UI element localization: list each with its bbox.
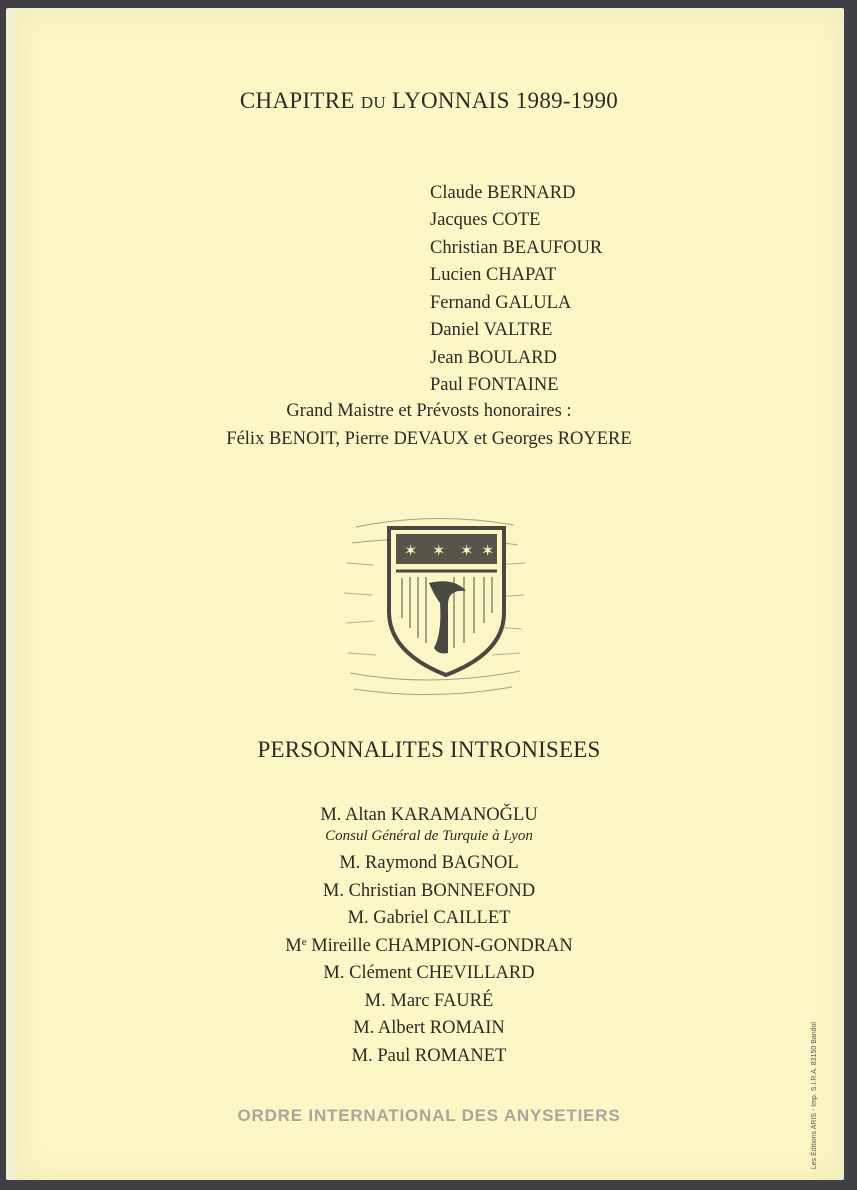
officer-name: Paul FONTAINE bbox=[430, 375, 559, 395]
person-item: M. Gabriel CAILLET bbox=[347, 908, 511, 928]
person-item: Me Mireille CHAMPION-GONDRAN bbox=[285, 936, 573, 956]
officer-name: Christian BEAUFOUR bbox=[430, 238, 603, 258]
person-item: M. Marc FAURÉ bbox=[364, 991, 494, 1011]
person-item: M. Albert ROMAIN bbox=[353, 1018, 505, 1038]
coat-of-arms-emblem bbox=[334, 503, 534, 703]
honorary-heading: Grand Maistre et Prévosts honoraires : bbox=[286, 401, 572, 421]
officer-name: Fernand GALULA bbox=[430, 293, 572, 313]
officer-name: Jacques COTE bbox=[430, 210, 541, 230]
person-item: M. Christian BONNEFOND bbox=[322, 881, 536, 901]
svg-text:✶: ✶ bbox=[460, 541, 474, 560]
document-page bbox=[16, 10, 842, 1180]
chapter-title: CHAPITRE DU LYONNAIS 1989-1990 bbox=[239, 88, 619, 113]
person-item: M. Raymond BAGNOL bbox=[339, 853, 519, 873]
officer-name: Jean BOULARD bbox=[430, 348, 557, 368]
person-item: M. Clément CHEVILLARD bbox=[323, 963, 535, 983]
section-title: PERSONNALITES INTRONISEES bbox=[257, 737, 601, 762]
person-subtitle: Consul Général de Turquie à Lyon bbox=[325, 828, 533, 844]
person-item: M. Altan KARAMANOǦLU bbox=[320, 805, 538, 825]
honorary-names: Félix BENOIT, Pierre DEVAUX et Georges ROYERE bbox=[226, 429, 632, 449]
svg-text:✶: ✶ bbox=[432, 541, 446, 560]
svg-text:✶: ✶ bbox=[481, 541, 495, 560]
order-name: ORDRE INTERNATIONAL DES ANYSETIERS bbox=[237, 1106, 621, 1125]
svg-text:✶: ✶ bbox=[404, 541, 418, 560]
officer-name: Claude BERNARD bbox=[430, 183, 576, 203]
officer-name: Daniel VALTRE bbox=[430, 320, 553, 340]
officer-name: Lucien CHAPAT bbox=[430, 265, 557, 285]
person-item: M. Paul ROMANET bbox=[351, 1046, 507, 1066]
printer-credit: Les Éditions ARIS - Imp. S.I.R.A. 83150 Bandol bbox=[811, 1022, 818, 1170]
